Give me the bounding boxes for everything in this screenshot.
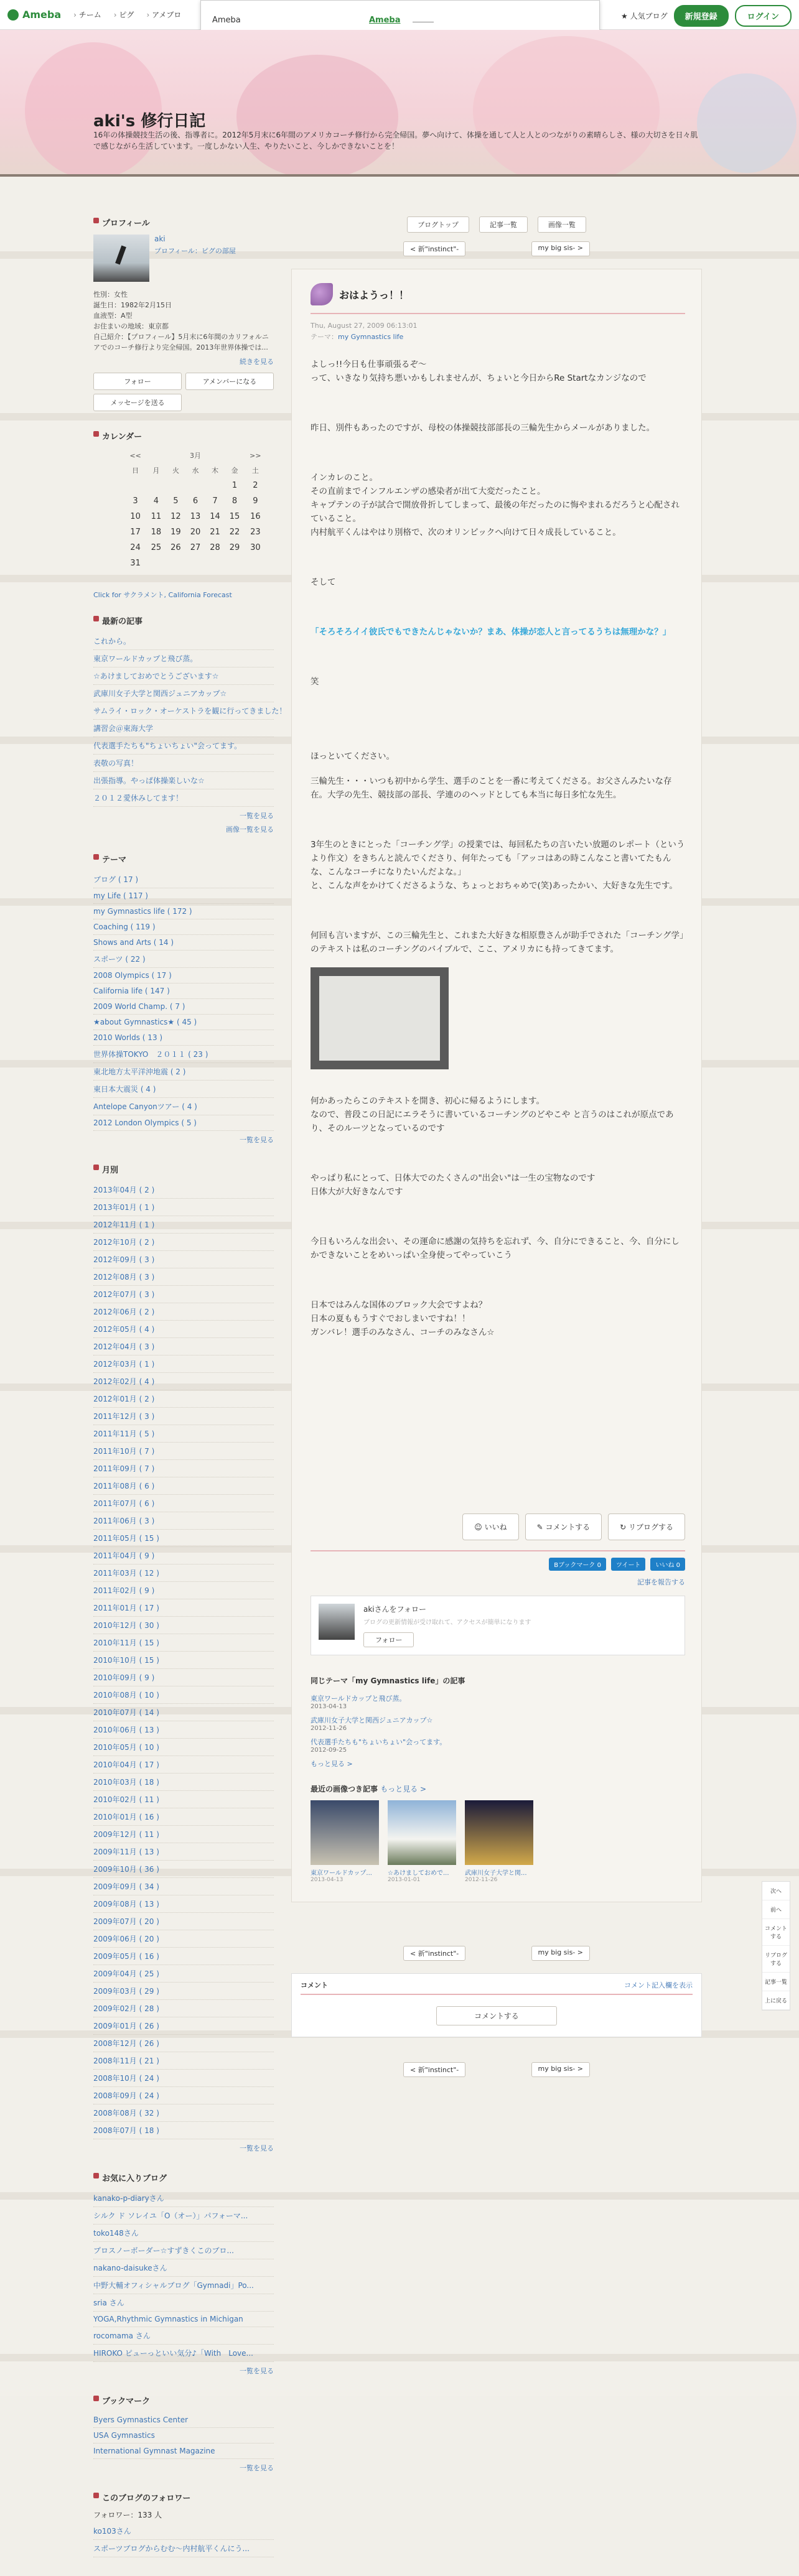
- month-link[interactable]: 2008年11月 ( 21 ): [93, 2052, 274, 2070]
- report-link[interactable]: 記事を報告する: [637, 1578, 685, 1586]
- message-button[interactable]: メッセージを送る: [93, 394, 182, 411]
- hatena-bookmark-button[interactable]: Bブックマーク 0: [549, 1558, 606, 1571]
- calendar-weekday: 火: [172, 467, 179, 475]
- month-link[interactable]: 2010年12月 ( 30 ): [93, 1617, 274, 1634]
- ameba-logo[interactable]: Ameba: [7, 9, 61, 21]
- calendar-day: 21: [210, 528, 220, 537]
- recent-list: [93, 633, 287, 807]
- article: [291, 269, 702, 1902]
- theme-link[interactable]: 2012 London Olympics ( 5 ): [93, 1115, 274, 1131]
- calendar-week: [124, 493, 266, 509]
- same-theme-heading: 同じテーマ「my Gymnastics life」の記事: [311, 1676, 465, 1685]
- recent-entry-link[interactable]: 出張指導。やっぱ体操楽しいな☆: [93, 772, 274, 789]
- float-nav-item[interactable]: 前へ: [762, 1900, 790, 1919]
- entry-paragraph: やっぱり私にとって、日体大でのたくさんの"出会い"は一生の宝物なのです 日体大が大好きなんです: [311, 1173, 596, 1197]
- image-thumb[interactable]: [311, 1800, 379, 1883]
- calendar-weekday: 水: [192, 467, 199, 475]
- month-link[interactable]: 2012年09月 ( 3 ): [93, 1251, 274, 1268]
- month-link[interactable]: 2011年02月 ( 9 ): [93, 1582, 274, 1599]
- same-theme-date: 2013-04-13: [311, 1703, 347, 1710]
- calendar-day: 6: [192, 496, 199, 506]
- blog-title[interactable]: aki's 修行日記: [93, 112, 206, 131]
- month-link[interactable]: 2012年03月 ( 1 ): [93, 1355, 274, 1373]
- calendar-prev[interactable]: <<: [129, 451, 141, 460]
- month-link[interactable]: 2009年08月 ( 13 ): [93, 1895, 274, 1913]
- image-list-link[interactable]: 画像一覧を見る: [226, 825, 274, 834]
- entry-paragraph: 笑: [311, 677, 319, 687]
- theme-link[interactable]: Coaching ( 119 ): [93, 919, 274, 935]
- month-link[interactable]: 2010年05月 ( 10 ): [93, 1739, 274, 1756]
- follow-sub: ブログの更新情報が受け取れて、アクセスが簡単になります: [363, 1619, 531, 1626]
- month-link[interactable]: 2009年05月 ( 16 ): [93, 1948, 274, 1965]
- month-link[interactable]: 2010年02月 ( 11 ): [93, 1791, 274, 1808]
- month-link[interactable]: 2013年01月 ( 1 ): [93, 1199, 274, 1216]
- calendar-day: 30: [250, 543, 261, 552]
- calendar-day: [185, 556, 205, 571]
- comments-section: [291, 1973, 702, 2037]
- month-link[interactable]: 2011年12月 ( 3 ): [93, 1408, 274, 1425]
- calendar-heading: カレンダー: [93, 430, 274, 442]
- entry-date: Thu, August 27, 2009 06:13:01: [311, 322, 418, 330]
- follower-link[interactable]: ko103さん: [93, 2523, 274, 2540]
- calendar-day: 12: [171, 512, 181, 521]
- calendar-day: 2: [253, 481, 258, 490]
- month-section: [93, 1163, 274, 2153]
- favorites-list: [93, 2190, 274, 2362]
- image-thumb-caption[interactable]: 武庫川女子大学と関...: [465, 1870, 527, 1877]
- entry-list-button[interactable]: 記事一覧: [479, 216, 528, 233]
- calendar-week: [124, 540, 266, 556]
- bookmark-more-link[interactable]: 一覧を見る: [240, 2464, 274, 2472]
- calendar-weekday: 日: [132, 467, 139, 475]
- image-thumb-caption[interactable]: 東京ワールドカップ...: [311, 1870, 372, 1877]
- month-link[interactable]: 2013年04月 ( 2 ): [93, 1181, 274, 1199]
- month-link[interactable]: 2008年09月 ( 24 ): [93, 2087, 274, 2104]
- ameba-leaf-icon: [7, 9, 19, 21]
- month-link[interactable]: 2011年09月 ( 7 ): [93, 1460, 274, 1477]
- calendar-day: 9: [253, 496, 258, 506]
- theme-list: [93, 871, 274, 1131]
- comments-heading: コメント: [301, 1981, 328, 1989]
- popup-label: Ameba: [212, 16, 241, 25]
- profile-avatar[interactable]: [93, 235, 149, 282]
- image-entries-more[interactable]: もっと見る >: [380, 1785, 427, 1793]
- entry-title[interactable]: おはようっ！！: [339, 289, 409, 301]
- favorite-blog-link[interactable]: nakano-daisukeさん: [93, 2259, 274, 2277]
- entry-paragraph: 日本ではみんな国体のブロック大会ですよね？ 日本の夏ももうすぐでおしまいですね！！ ガンバレ！選手のみなさん、コーチのみなさん☆: [311, 1300, 495, 1337]
- entry-paragraph: 昨日、別件もあったのですが、母校の体操競技部部長の三輪先生からメールがありました。: [311, 423, 655, 433]
- theme-link[interactable]: 世界体操TOKYO ２０１１ ( 23 ): [93, 1046, 274, 1063]
- month-link[interactable]: 2012年04月 ( 3 ): [93, 1338, 274, 1355]
- followers-heading: このブログのフォロワー: [93, 2491, 274, 2503]
- profile-pig-link[interactable]: プロフィール：ピグの部屋: [154, 247, 236, 255]
- theme-link[interactable]: スポーツ ( 22 ): [93, 951, 274, 968]
- profile-section: [93, 216, 274, 411]
- month-link[interactable]: 2008年12月 ( 26 ): [93, 2035, 274, 2052]
- entry-paragraph: 3年生のときにとった「コーチング学」の授業では、毎回私たちの言いたい放題のレポート（というより作文）をきちんと読んでくださり、何年たっても「アッコはあの時こんなこと書いてたもんな、こんなコーチになりたいんだよな。」 と、こんな声をかけてくださるような、ちょっとおちゃめで(笑)あったかい、大好きな先生です。: [311, 840, 685, 891]
- calendar-week: [124, 524, 266, 540]
- follow-button[interactable]: フォロー: [93, 373, 182, 390]
- followers-section: [93, 2491, 274, 2557]
- calendar-day: 17: [130, 528, 141, 537]
- calendar-day: [124, 478, 146, 493]
- bookmark-heading: ブックマーク: [93, 2394, 274, 2406]
- calendar-day: [146, 556, 166, 571]
- month-link[interactable]: 2008年10月 ( 24 ): [93, 2070, 274, 2087]
- month-link[interactable]: 2011年10月 ( 7 ): [93, 1443, 274, 1460]
- calendar-day: 4: [153, 496, 159, 506]
- favorite-blog-link[interactable]: プロスノーボーダー☆すずきくこのブロ...: [93, 2242, 274, 2259]
- month-link[interactable]: 2010年07月 ( 14 ): [93, 1704, 274, 1721]
- image-thumb[interactable]: [465, 1800, 533, 1883]
- month-link[interactable]: 2009年01月 ( 26 ): [93, 2017, 274, 2035]
- month-link[interactable]: 2011年01月 ( 17 ): [93, 1599, 274, 1617]
- bookmark-link[interactable]: International Gymnast Magazine: [93, 2443, 274, 2459]
- month-link[interactable]: 2009年06月 ( 20 ): [93, 1930, 274, 1948]
- month-link[interactable]: 2008年08月 ( 32 ): [93, 2104, 274, 2122]
- month-link[interactable]: 2009年10月 ( 36 ): [93, 1861, 274, 1878]
- month-more-link[interactable]: 一覧を見る: [240, 2144, 274, 2152]
- theme-link[interactable]: California life ( 147 ): [93, 983, 274, 999]
- recent-entry-link[interactable]: 代表選手たちも"ちょいちょい"会ってます。: [93, 737, 274, 755]
- entry-paragraph: インカレのこと。 その直前までインフルエンザの感染者が出て大変だったこと。 キャプテンの子が試合で開放骨折してしまって、最後の年だったのに悔やまれるだろうと心配されていること。 内村航平くんはやはり別格で、次のオリンピックへ向けて日々成長していること。: [311, 473, 680, 537]
- month-link[interactable]: 2012年05月 ( 4 ): [93, 1321, 274, 1338]
- calendar-day: 14: [210, 512, 220, 521]
- prev-entry-button-bottom[interactable]: < 新"instinct"-: [403, 1946, 465, 1961]
- comment-button[interactable]: ✎ コメントする: [525, 1514, 602, 1540]
- calendar-day: 22: [229, 528, 240, 537]
- bookmark-link[interactable]: USA Gymnastics: [93, 2428, 274, 2443]
- top-right-nav: [621, 5, 792, 27]
- theme-link[interactable]: 2010 Worlds ( 13 ): [93, 1030, 274, 1046]
- month-list: [93, 1181, 274, 2139]
- theme-link[interactable]: 東日本大震災 ( 4 ): [93, 1081, 274, 1098]
- tweet-button[interactable]: ツイート: [611, 1558, 646, 1571]
- favorite-blog-link[interactable]: sria さん: [93, 2294, 274, 2312]
- month-link[interactable]: 2009年04月 ( 25 ): [93, 1965, 274, 1983]
- theme-heading: テーマ: [93, 853, 274, 865]
- favorite-blog-link[interactable]: シルク ド ソレイユ「O（オー）」パフォーマ...: [93, 2207, 274, 2225]
- login-button[interactable]: ログイン: [735, 5, 792, 27]
- amember-button[interactable]: アメンバーになる: [185, 373, 274, 390]
- favorites-section: [93, 2172, 274, 2376]
- calendar-day: 16: [250, 512, 261, 521]
- same-theme-link[interactable]: 武庫川女子大学と関西ジュニアカップ☆: [311, 1716, 433, 1724]
- entry-theme-link[interactable]: my Gymnastics life: [338, 333, 404, 341]
- image-thumb-picture[interactable]: [388, 1800, 456, 1865]
- entry-paragraph: そして: [311, 577, 336, 587]
- month-link[interactable]: 2012年11月 ( 1 ): [93, 1216, 274, 1234]
- profile-details: 性別：女性 誕生日：1982年2月15日 血液型：A型 お住まいの地域：東京都 自己紹介：【プロフィール】5月末に6年間のカリフォルニアでのコーチ修行より完全帰国。2013年世界体操では...: [93, 291, 269, 351]
- image-thumb-picture[interactable]: [465, 1800, 533, 1865]
- month-link[interactable]: 2011年11月 ( 5 ): [93, 1425, 274, 1443]
- recent-section: [93, 615, 287, 834]
- calendar-day: 8: [231, 496, 238, 506]
- calendar-weekday: 金: [231, 467, 238, 475]
- month-link[interactable]: 2010年01月 ( 16 ): [93, 1808, 274, 1826]
- floating-nav: [762, 1881, 790, 2011]
- theme-section: [93, 853, 274, 1145]
- entry-paragraph: よしっ!!今日も仕事頑張るぞ〜 って、いきなり気持ち悪いかもしれませんが、ちょいと今日からRe Startなカンジなので: [311, 360, 647, 383]
- follow-name: akiさんをフォロー: [363, 1605, 427, 1614]
- favorite-blog-link[interactable]: 中野大輔オフィシャルブログ「Gymnadi」Po...: [93, 2277, 274, 2294]
- image-thumb-caption[interactable]: ☆あけましておめで...: [388, 1870, 449, 1877]
- same-theme-more[interactable]: もっと見る >: [311, 1760, 353, 1768]
- reblog-button[interactable]: ↻ リブログする: [608, 1514, 685, 1540]
- calendar-day: 19: [171, 528, 181, 537]
- calendar-day: 15: [229, 512, 240, 521]
- month-link[interactable]: 2009年09月 ( 34 ): [93, 1878, 274, 1895]
- month-link[interactable]: 2008年07月 ( 18 ): [93, 2122, 274, 2139]
- calendar-day: 7: [212, 496, 218, 506]
- image-entries-section: [311, 1783, 685, 1883]
- month-link[interactable]: 2012年01月 ( 2 ): [93, 1390, 274, 1408]
- profile-name[interactable]: aki: [154, 235, 166, 243]
- calendar-day: 5: [173, 496, 179, 506]
- same-theme-section: [311, 1675, 685, 1771]
- calendar-body: [124, 478, 266, 571]
- favorite-blog-link[interactable]: HIROKO ピューっといい気分♪「With Love...: [93, 2345, 274, 2362]
- image-thumb-date: 2013-04-13: [311, 1877, 343, 1883]
- follow-avatar: [319, 1604, 355, 1640]
- calendar-day: [166, 556, 186, 571]
- sidebar: [93, 216, 287, 2576]
- follow-box-button[interactable]: フォロー: [363, 1632, 414, 1647]
- calendar-day: 13: [190, 512, 201, 521]
- calendar-day: [245, 556, 266, 571]
- blog-top-button[interactable]: ブログトップ: [407, 216, 469, 233]
- blog-header: [0, 30, 799, 177]
- favorites-more-link[interactable]: 一覧を見る: [240, 2367, 274, 2375]
- calendar-day: [205, 478, 225, 493]
- follower-count: フォロワー：133 人: [93, 2511, 162, 2519]
- theme-link[interactable]: ★about Gymnastics★ ( 45 ): [93, 1015, 274, 1030]
- month-link[interactable]: 2010年10月 ( 15 ): [93, 1652, 274, 1669]
- like-button[interactable]: ☺ いいね: [462, 1514, 518, 1540]
- favorites-heading: お気に入りブログ: [93, 2172, 274, 2183]
- calendar-week: [124, 556, 266, 571]
- top-nav: [73, 9, 181, 20]
- theme-link[interactable]: 2008 Olympics ( 17 ): [93, 968, 274, 983]
- same-theme-list: [311, 1691, 685, 1756]
- image-thumb-date: 2012-11-26: [465, 1877, 498, 1883]
- entry-quote: 「そろそろイイ彼氏でもできたんじゃないか？まあ、体操が恋人と言ってるうちは無理かな？」: [311, 627, 671, 637]
- recent-entry-link[interactable]: 講習会＠東海大学: [93, 720, 274, 737]
- bookmark-section: [93, 2394, 274, 2473]
- recent-more-link[interactable]: 一覧を見る: [240, 812, 274, 820]
- theme-link[interactable]: 2009 World Champ. ( 7 ): [93, 999, 274, 1015]
- month-link[interactable]: 2012年07月 ( 3 ): [93, 1286, 274, 1303]
- comment-submit-button[interactable]: コメントする: [436, 2006, 557, 2025]
- image-thumb-picture[interactable]: [311, 1800, 379, 1865]
- month-heading: 月別: [93, 1163, 274, 1175]
- month-link[interactable]: 2011年05月 ( 15 ): [93, 1530, 274, 1547]
- calendar-week: [124, 509, 266, 524]
- bookmark-list: [93, 2412, 274, 2459]
- follow-box: [311, 1596, 685, 1655]
- entry-paragraph: 何かあったらこのテキストを開き、初心に帰るようにします。 なので、普段この日記にエラそうに書いているコーチングのどやこや と言うのはこれが原点であり、そのルーツとなっているのです: [311, 1096, 674, 1133]
- month-link[interactable]: 2010年04月 ( 17 ): [93, 1756, 274, 1774]
- calendar-day: [185, 478, 205, 493]
- calendar-day: 1: [231, 481, 238, 490]
- theme-link[interactable]: ブログ ( 17 ): [93, 871, 274, 888]
- month-link[interactable]: 2011年07月 ( 6 ): [93, 1495, 274, 1512]
- followers-list: [93, 2523, 274, 2557]
- calendar-day: 10: [130, 512, 141, 521]
- profile-more-link[interactable]: 続きを見る: [240, 358, 274, 366]
- month-link[interactable]: 2012年02月 ( 4 ): [93, 1373, 274, 1390]
- theme-link[interactable]: my Gymnastics life ( 172 ): [93, 904, 274, 919]
- entry-theme-label: テーマ：: [311, 333, 338, 341]
- favorite-blog-link[interactable]: kanako-p-diaryさん: [93, 2190, 274, 2207]
- float-nav-item[interactable]: リブログする: [762, 1946, 790, 1973]
- month-link[interactable]: 2010年08月 ( 10 ): [93, 1686, 274, 1704]
- follower-link[interactable]: スポーツブログからむむ〜内村航平くんにう...: [93, 2540, 274, 2557]
- comment-form-toggle[interactable]: コメント記入欄を表示: [624, 1981, 693, 1989]
- recent-heading: 最新の記事: [93, 615, 274, 626]
- calendar-table: [124, 448, 266, 571]
- month-link[interactable]: 2009年12月 ( 11 ): [93, 1826, 274, 1843]
- month-link[interactable]: 2011年04月 ( 9 ): [93, 1547, 274, 1565]
- theme-link[interactable]: my Life ( 117 ): [93, 888, 274, 904]
- calendar-day: [225, 556, 245, 571]
- theme-more-link[interactable]: 一覧を見る: [240, 1136, 274, 1144]
- calendar-month: 3月: [189, 452, 201, 460]
- entry-paragraph: 今日もいろんな出会い、その運命に感謝の気持ちを忘れず、今、自分にできること、今、自分にしかできないことをめいっぱい全身使ってやっていこう: [311, 1237, 680, 1260]
- next-entry-button-bottom[interactable]: my big sis- >: [531, 1946, 590, 1961]
- recent-entry-link[interactable]: 武庫川女子大学と関西ジュニアカップ☆: [93, 685, 274, 702]
- float-nav-item[interactable]: 上に戻る: [762, 1991, 790, 2010]
- image-entries-heading: 最近の画像つき記事: [311, 1785, 378, 1793]
- month-link[interactable]: 2012年08月 ( 3 ): [93, 1268, 274, 1286]
- calendar-day: 25: [151, 543, 162, 552]
- calendar-day: 18: [151, 528, 162, 537]
- image-thumbs: [311, 1800, 685, 1883]
- theme-link[interactable]: Shows and Arts ( 14 ): [93, 935, 274, 951]
- calendar-week: [124, 478, 266, 493]
- month-link[interactable]: 2012年10月 ( 2 ): [93, 1234, 274, 1251]
- theme-link[interactable]: Antelope Canyonツアー ( 4 ): [93, 1098, 274, 1115]
- month-link[interactable]: 2009年03月 ( 29 ): [93, 1983, 274, 2000]
- same-theme-date: 2012-11-26: [311, 1725, 347, 1732]
- recent-entry-link[interactable]: 表敬の写真！: [93, 755, 274, 772]
- calendar-day: 20: [190, 528, 201, 537]
- entry-body: [311, 358, 685, 1339]
- float-nav-item[interactable]: 次へ: [762, 1882, 790, 1900]
- entry-flower-icon: [311, 283, 333, 305]
- same-theme-item: [311, 1713, 685, 1734]
- month-link[interactable]: 2010年03月 ( 18 ): [93, 1774, 274, 1791]
- favorite-blog-link[interactable]: rocomama さん: [93, 2327, 274, 2345]
- prev-entry-button[interactable]: < 新"instinct"-: [403, 241, 465, 256]
- calendar-weekdays: [124, 463, 266, 478]
- month-link[interactable]: 2009年11月 ( 13 ): [93, 1843, 274, 1861]
- month-link[interactable]: 2012年06月 ( 2 ): [93, 1303, 274, 1321]
- image-thumb-date: 2013-01-01: [388, 1877, 421, 1883]
- month-link[interactable]: 2010年06月 ( 13 ): [93, 1721, 274, 1739]
- entry-paragraph: ほっといてください。: [311, 751, 395, 761]
- month-link[interactable]: 2009年07月 ( 20 ): [93, 1913, 274, 1930]
- entry-photo[interactable]: [311, 967, 449, 1069]
- month-link[interactable]: 2011年06月 ( 3 ): [93, 1512, 274, 1530]
- same-theme-date: 2012-09-25: [311, 1747, 347, 1754]
- entry-paragraph: 三輪先生・・・いつも初中から学生、選手のことを一番に考えてくださる。お父さんみたいな存在。大学の先生、競技部の部長、学連ののヘッドとしても本当に毎日多忙な先生。: [311, 776, 672, 800]
- calendar-weekday: 土: [251, 467, 259, 475]
- bookmark-link[interactable]: Byers Gymnastics Center: [93, 2412, 274, 2428]
- calendar-day: [146, 478, 166, 493]
- calendar-day: [166, 478, 186, 493]
- nav-ameblo[interactable]: › アメブロ: [146, 9, 181, 20]
- recent-entry-link[interactable]: ☆あけましておめでとうございます☆: [93, 667, 274, 685]
- month-link[interactable]: 2010年09月 ( 9 ): [93, 1669, 274, 1686]
- month-link[interactable]: 2009年02月 ( 28 ): [93, 2000, 274, 2017]
- favorite-blog-link[interactable]: YOGA,Rhythmic Gymnastics in Michigan: [93, 2312, 274, 2327]
- image-list-button[interactable]: 画像一覧: [538, 216, 586, 233]
- month-link[interactable]: 2011年08月 ( 6 ): [93, 1477, 274, 1495]
- next-entry-button[interactable]: my big sis- >: [531, 241, 590, 256]
- calendar-day: 31: [130, 559, 141, 568]
- recent-entry-link[interactable]: ２０１２愛休みしてます！: [93, 789, 274, 807]
- same-theme-item: [311, 1734, 685, 1756]
- weather-widget[interactable]: Click for サクラメント, California Forecast: [93, 591, 232, 599]
- month-link[interactable]: 2011年03月 ( 12 ): [93, 1565, 274, 1582]
- nav-pigg[interactable]: › ピグ: [114, 9, 134, 20]
- calendar-day: 24: [130, 543, 141, 552]
- main-column: [291, 216, 702, 2090]
- same-theme-link[interactable]: 代表選手たちも"ちょいちょい"会ってます。: [311, 1738, 447, 1746]
- recent-entry-link[interactable]: これから。: [93, 633, 274, 650]
- calendar-next[interactable]: >>: [250, 451, 261, 460]
- calendar-day: [205, 556, 225, 571]
- facebook-like-button[interactable]: いいね 0: [650, 1558, 685, 1571]
- calendar-day: 29: [229, 543, 240, 552]
- entry-paragraph: 何回も言いますが、この三輪先生と、これまた大好きな相原豊さんが助手でされた「コーチング学」のテキストは私のコーチングのバイブルで、ここ、アメリカにも持ってきてます。: [311, 931, 684, 954]
- blog-description: 16年の体操競技生活の後、指導者に。2012年5月末に6年間のアメリカコーチ修行から完全帰国。夢へ向けて、体操を通して人と人とのつながりの素晴らしさ、様の大切さを日々肌で感じながら生活しています。一度しかない人生、やりたいこと、今しかできないことを！: [93, 131, 698, 151]
- calendar-day: 11: [151, 512, 162, 521]
- profile-heading: プロフィール: [93, 216, 274, 228]
- same-theme-item: [311, 1691, 685, 1713]
- recent-entry-link[interactable]: サムライ・ロック・オーケストラを観に行ってきました！: [93, 702, 274, 720]
- calendar-day: 23: [250, 528, 261, 537]
- calendar-section: [93, 430, 274, 571]
- calendar-day: 27: [190, 543, 201, 552]
- popular-blog-link[interactable]: ★ 人気ブログ: [621, 12, 668, 21]
- image-thumb[interactable]: [388, 1800, 456, 1883]
- popup-link[interactable]: Ameba: [369, 16, 401, 25]
- calendar-weekday: 月: [152, 467, 160, 475]
- month-link[interactable]: 2010年11月 ( 15 ): [93, 1634, 274, 1652]
- signup-button[interactable]: 新規登録: [674, 5, 729, 27]
- calendar-weekday: 木: [212, 467, 218, 475]
- recent-entry-link[interactable]: 東京ワールドカップと飛び蒸。: [93, 650, 274, 667]
- calendar-day: 3: [133, 496, 138, 506]
- calendar-day: 28: [210, 543, 220, 552]
- nav-team[interactable]: › チーム: [73, 9, 101, 20]
- favorite-blog-link[interactable]: toko148さん: [93, 2225, 274, 2242]
- float-nav-item[interactable]: コメントする: [762, 1919, 790, 1946]
- same-theme-link[interactable]: 東京ワールドカップと飛び蒸。: [311, 1695, 406, 1703]
- prev-entry-button-footer[interactable]: < 新"instinct"-: [403, 2062, 465, 2077]
- next-entry-button-footer[interactable]: my big sis- >: [531, 2062, 590, 2077]
- theme-link[interactable]: 東北地方太平洋沖地震 ( 2 ): [93, 1063, 274, 1081]
- calendar-day: 26: [171, 543, 181, 552]
- float-nav-item[interactable]: 記事一覧: [762, 1973, 790, 1991]
